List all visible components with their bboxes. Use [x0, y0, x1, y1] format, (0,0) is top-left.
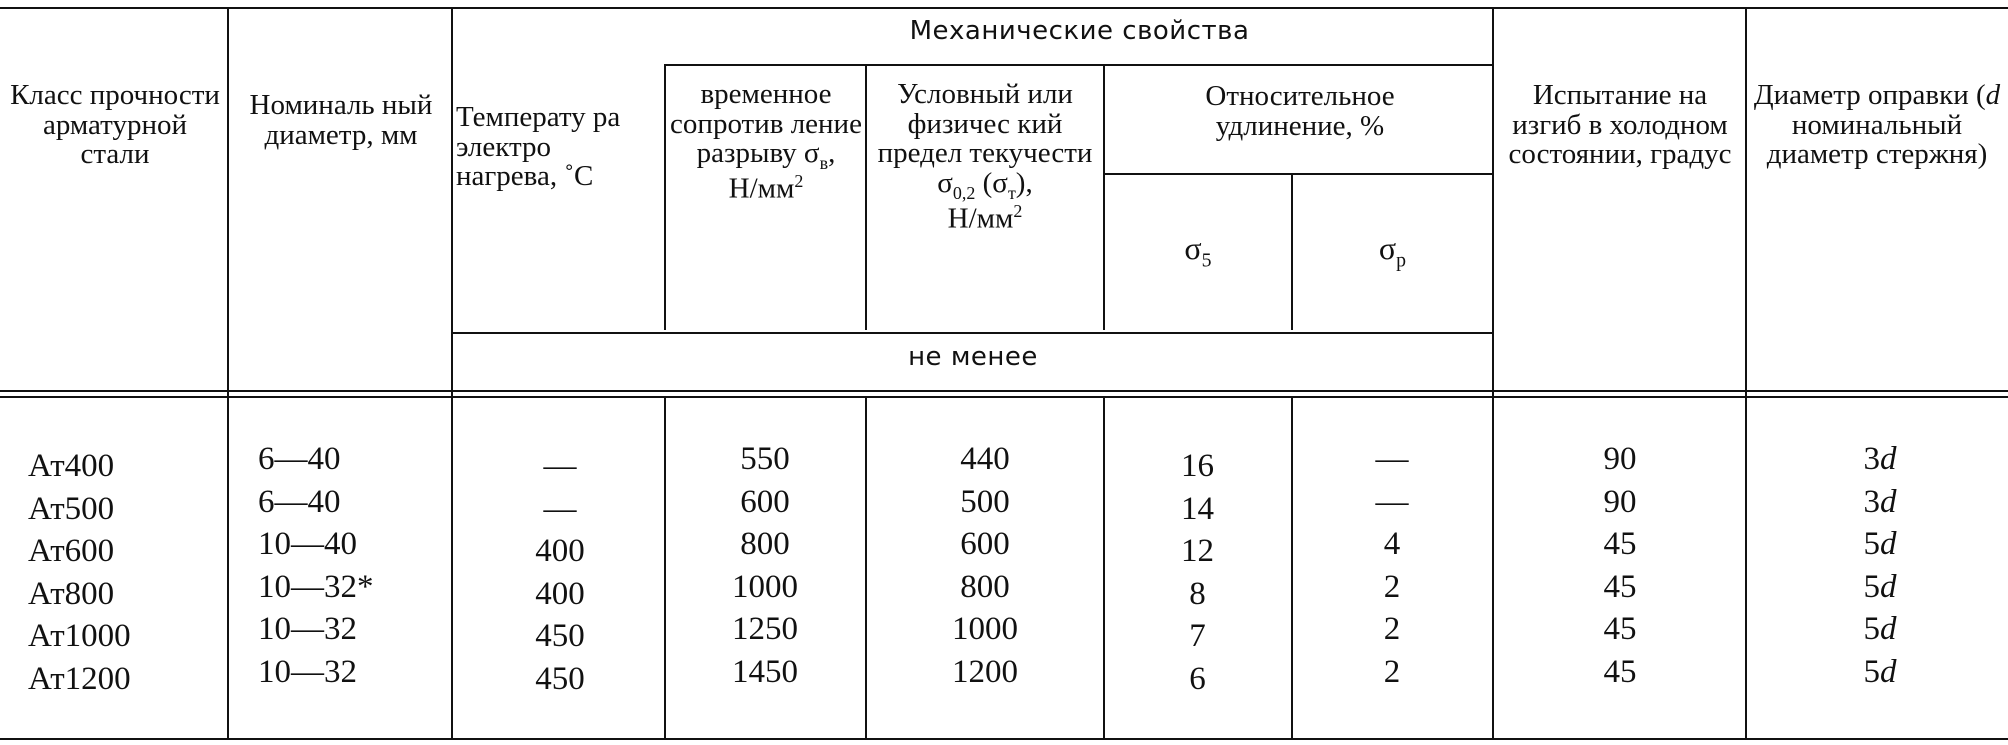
header-yield-unit: Н/мм: [947, 202, 1014, 235]
cell-tensile: 600: [740, 483, 790, 520]
col-mandrel: [1840, 438, 1920, 693]
cell-yield: 800: [960, 568, 1010, 605]
cell-class: Ат500: [28, 490, 115, 527]
cell-bend: 45: [1603, 611, 1637, 647]
line-v6b: [1291, 396, 1293, 740]
cell-tensile: 550: [740, 441, 790, 477]
header-tensile-sup: 2: [794, 171, 804, 192]
line-v2: [451, 7, 453, 740]
header-sigma5: [1105, 232, 1291, 271]
header-yield-paren: (σ: [982, 166, 1008, 199]
line-bottom: [0, 738, 2008, 740]
cell-yield: 1200: [952, 653, 1018, 690]
cell-bend: 45: [1603, 653, 1637, 690]
cell-sigma5: 14: [1181, 490, 1214, 527]
col-tensile: [700, 438, 830, 693]
cell-mandrel: 5d: [1863, 526, 1897, 562]
col-temperature: [500, 445, 620, 700]
cell-diameter: 10—32: [258, 611, 357, 647]
header-yield-paren-sub: т: [1007, 182, 1016, 203]
cell-class: Ат400: [28, 448, 115, 484]
cell-sigmap: 2: [1383, 653, 1401, 690]
header-tensile-sub: в: [819, 152, 829, 173]
header-yield-sym: σ: [937, 166, 953, 199]
cell-class: Ат600: [28, 533, 115, 569]
cell-sigmap: 4: [1383, 526, 1401, 562]
col-sigmap: [1352, 438, 1432, 693]
cell-yield: 440: [960, 441, 1010, 477]
header-tensile-unit: Н/мм: [728, 172, 795, 205]
cell-diameter: 6—40: [258, 441, 341, 477]
line-v3b: [664, 396, 666, 740]
cell-class: Ат1200: [28, 660, 131, 697]
line-v1: [227, 7, 229, 740]
cell-temperature: —: [543, 448, 577, 484]
line-min-row: [453, 332, 1493, 334]
cell-tensile: 1000: [732, 568, 798, 605]
header-diameter: Номиналь ный диаметр, мм: [249, 89, 433, 151]
cell-temperature: 400: [535, 575, 585, 612]
cell-tensile: 800: [740, 526, 790, 562]
header-sigmap-sub: р: [1396, 249, 1407, 272]
cell-temperature: 450: [535, 660, 585, 697]
line-elong-group: [1104, 173, 1493, 175]
line-header-bottom-1: [0, 390, 2008, 392]
header-sigma5-sym: σ: [1184, 230, 1202, 266]
cell-diameter: 10—32: [258, 653, 357, 690]
line-v7: [1492, 7, 1494, 740]
cell-yield: 1000: [952, 611, 1018, 647]
col-class: [28, 445, 208, 700]
col-sigma5: [1160, 445, 1235, 700]
cell-tensile: 1450: [732, 653, 798, 690]
header-tensile: временное сопротив ление разрыву $\sigma_в$, $Н/мм^2$: [670, 78, 862, 205]
line-v5a: [1103, 64, 1105, 330]
cell-tensile: 1250: [732, 611, 798, 647]
header-yield-sup: 2: [1013, 200, 1023, 221]
header-temperature: Температу ра электро нагрева, ˚С: [456, 101, 621, 193]
header-min: не менее: [908, 342, 1038, 372]
cell-mandrel: 5d: [1863, 653, 1897, 690]
cell-class: Ат1000: [28, 618, 131, 654]
cell-sigma5: 6: [1189, 660, 1206, 697]
cell-temperature: —: [543, 490, 577, 527]
cell-diameter: 6—40: [258, 483, 341, 520]
header-bend-test: Испытание на изгиб в холодном состоянии, градус: [1508, 79, 1732, 171]
cell-sigma5: 7: [1189, 618, 1206, 654]
header-yield-text: Условный или физичес кий предел текучести: [877, 78, 1093, 170]
cell-class: Ат800: [28, 575, 115, 612]
col-bend: [1580, 438, 1660, 693]
cell-sigmap: 2: [1383, 611, 1401, 647]
cell-mandrel: 5d: [1863, 611, 1897, 647]
cell-mandrel: 3d: [1863, 441, 1897, 477]
line-header-bottom-2: [0, 396, 2008, 398]
header-yield-paren-close: ),: [1015, 166, 1033, 199]
line-v8: [1745, 7, 1747, 740]
cell-bend: 45: [1603, 568, 1637, 605]
header-mechanical: Механические свойства: [909, 16, 1250, 46]
line-mech-group: [665, 64, 1493, 66]
header-sigmap-sym: σ: [1378, 230, 1397, 266]
cell-temperature: 450: [535, 618, 585, 654]
line-top: [0, 7, 2008, 9]
cell-diameter: 10—40: [258, 526, 357, 562]
cell-temperature: 400: [535, 533, 585, 569]
cell-yield: 600: [960, 526, 1010, 562]
line-v4b: [865, 396, 867, 740]
cell-sigma5: 12: [1181, 533, 1214, 569]
header-yield-sub: 0,2: [952, 182, 976, 203]
header-class: Класс прочности арматурной стали: [10, 79, 220, 171]
col-yield: [910, 438, 1060, 693]
line-v5b: [1103, 396, 1105, 740]
cell-bend: 90: [1603, 441, 1637, 477]
header-tensile-text: временное сопротив ление разрыву σ: [670, 78, 862, 170]
cell-sigma5: 8: [1189, 575, 1206, 612]
cell-mandrel: 3d: [1863, 483, 1897, 520]
cell-bend: 45: [1603, 526, 1637, 562]
cell-sigmap: 2: [1383, 568, 1401, 605]
cell-yield: 500: [960, 483, 1010, 520]
header-sigma5-sub: 5: [1201, 249, 1212, 272]
cell-sigmap: —: [1375, 483, 1409, 520]
header-mandrel: Диаметр оправки (d номинальный диаметр стержня): [1753, 79, 2001, 171]
header-sigmap: [1293, 232, 1492, 271]
cell-mandrel: 5d: [1863, 568, 1897, 605]
cell-sigmap: —: [1375, 441, 1409, 477]
cell-sigma5: 16: [1181, 448, 1214, 484]
col-diameter: [258, 438, 443, 693]
header-yield: [867, 80, 1103, 234]
cell-bend: 90: [1603, 483, 1637, 520]
cell-diameter: 10—32*: [258, 568, 374, 605]
header-elongation: Относительное удлинение, %: [1205, 80, 1395, 142]
